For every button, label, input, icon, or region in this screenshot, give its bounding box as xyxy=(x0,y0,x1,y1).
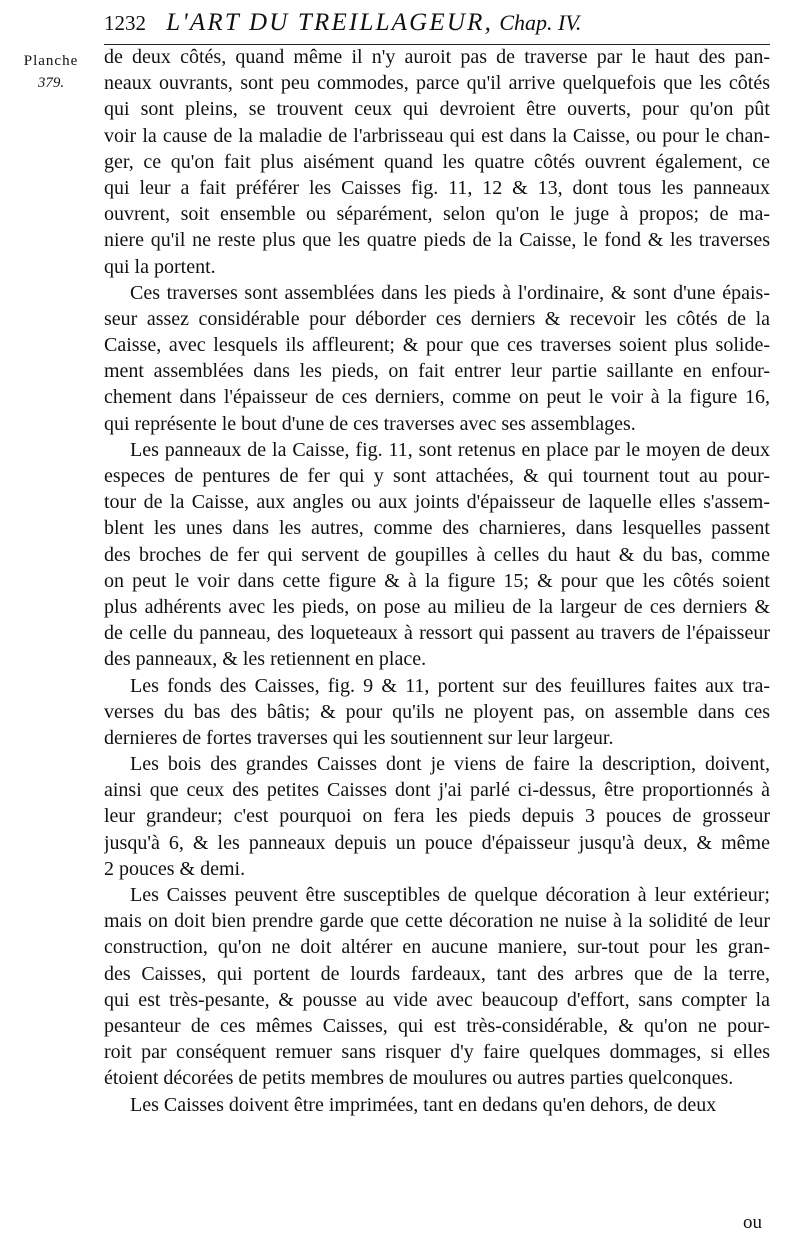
text-line: qui est très-pesante, & pousse au vide avec beaucoup d'effort, sans compter la xyxy=(104,988,770,1011)
text-line: ment assemblées dans les pieds, on fait entrer leur partie saillante en enfour- xyxy=(104,360,770,383)
text-line: on peut le voir dans cette figure & à la figure 15; & pour que les côtés soient xyxy=(104,569,770,592)
text-line: qui représente le bout d'une de ces traverses avec ses assemblages. xyxy=(104,412,636,435)
text-line: Les Caisses doivent être imprimées, tant en dedans qu'en dehors, de deux xyxy=(130,1093,717,1116)
paragraph xyxy=(104,1092,770,1118)
catchword: ou xyxy=(743,1212,762,1233)
text-line: dernieres de fortes traverses qui les soutiennent sur leur largeur. xyxy=(104,726,614,749)
text-line: roit par conséquent remuer sans risquer d'y faire quelques dommages, si elles xyxy=(104,1041,770,1064)
text-line: de deux côtés, quand même il n'y auroit pas de traverse par le haut des pan- xyxy=(104,46,770,68)
text-line: des panneaux, & les retiennent en place. xyxy=(104,648,427,671)
text-line: Ces traverses sont assemblées dans les pieds à l'ordinaire, & sont d'une épais- xyxy=(130,281,770,304)
text-line: voir la cause de la maladie de l'arbrisseau qui est dans la Caisse, ou pour le chan- xyxy=(104,124,770,147)
text-line: jusqu'à 6, & les panneaux depuis un pouce d'épaisseur jusqu'à deux, & même xyxy=(104,831,770,854)
text-line: des Caisses, qui portent de lourds fardeaux, tant des arbres que de la terre, xyxy=(104,962,770,985)
paragraph xyxy=(104,882,770,1092)
running-title: L'ART DU TREILLAGEUR, xyxy=(166,9,494,36)
text-line: chement dans l'épaisseur de ces derniers, comme on peut le voir à la figure 16, xyxy=(104,386,770,409)
paragraph xyxy=(104,280,770,437)
paragraph xyxy=(104,437,770,673)
text-line: niere qu'il ne reste plus que les quatre pieds de la Caisse, le fond & les traverses xyxy=(104,229,770,252)
text-line: mais on doit bien prendre garde que cette décoration ne nuise à la solidité de leur xyxy=(104,910,770,933)
text-line: qui sont pleins, se trouvent ceux qui devroient être ouverts, pour qu'on pût xyxy=(104,98,770,121)
body-text xyxy=(104,44,770,1118)
margin-note xyxy=(4,50,98,94)
text-line: pesanteur de ces mêmes Caisses, qui est très-considérable, & qu'on ne pour- xyxy=(104,1014,770,1037)
paragraph xyxy=(104,673,770,752)
chapter-label: Chap. IV. xyxy=(499,10,582,35)
text-line: blent les unes dans les autres, comme des charnieres, dans lesquelles passent xyxy=(104,517,770,540)
paragraph xyxy=(104,751,770,882)
text-line: Les panneaux de la Caisse, fig. 11, sont retenus en place par le moyen de deux xyxy=(130,438,770,461)
text-line: plus adhérents avec les pieds, on pose au milieu de la largeur de ces derniers & xyxy=(104,595,770,618)
page-number: 1232 xyxy=(104,11,146,35)
text-line: leur grandeur; c'est pourquoi on fera les pieds depuis 3 pouces de grosseur xyxy=(104,805,770,828)
text-line: Les fonds des Caisses, fig. 9 & 11, portent sur des feuillures faites aux tra- xyxy=(130,674,770,697)
text-line: qui leur a fait préférer les Caisses fig. 11, 12 & 13, dont tous les panneaux xyxy=(104,176,770,199)
text-line: Caisse, avec lesquels ils affleurent; & pour que ces traverses soient plus solide- xyxy=(104,334,770,357)
text-line: construction, qu'on ne doit altérer en aucune maniere, sur-tout pour les gran- xyxy=(104,936,770,959)
text-line: qui la portent. xyxy=(104,255,216,278)
margin-plate-number: 379. xyxy=(37,75,65,91)
text-line: Les Caisses peuvent être susceptibles de quelque décoration à leur extérieur; xyxy=(130,884,770,906)
paragraph xyxy=(104,44,770,280)
text-line: 2 pouces & demi. xyxy=(104,857,246,880)
text-line: seur assez considérable pour déborder ces derniers & recevoir les côtés de la xyxy=(104,307,770,330)
text-line: neaux ouvrants, sont peu commodes, parce qu'il arrive quelquefois que les côtés xyxy=(104,72,770,95)
text-line: étoient décorées de petits membres de moulures ou autres parties quelconques. xyxy=(104,1067,734,1090)
text-line: de celle du panneau, des loqueteaux à ressort qui passent au travers de l'épaisseur xyxy=(104,622,770,645)
text-line: especes de pentures de fer qui y sont attachées, & qui tournent tout au pour- xyxy=(104,465,770,487)
text-line: ainsi que ceux des petites Caisses dont j'ai parlé ci-dessus, être proportionnés à xyxy=(104,779,770,802)
margin-plate-label: Planche xyxy=(23,53,79,69)
running-header xyxy=(104,6,766,42)
text-line: verses du bas des bâtis; & pour qu'ils ne ployent pas, on assemble dans ces xyxy=(104,700,770,723)
text-line: ouvrent, soit ensemble ou séparément, selon qu'on le juge à propos; de ma- xyxy=(104,203,770,226)
text-line: tour de la Caisse, aux angles ou aux joints d'épaisseur de laquelle elles s'assem- xyxy=(104,491,770,514)
text-line: des broches de fer qui servent de goupilles à celles du haut & du bas, comme xyxy=(104,543,770,566)
text-line: Les bois des grandes Caisses dont je viens de faire la description, doivent, xyxy=(130,753,770,776)
text-line: ger, ce qu'on fait plus aisément quand les quatre côtés ouvrent également, ce xyxy=(104,150,770,173)
